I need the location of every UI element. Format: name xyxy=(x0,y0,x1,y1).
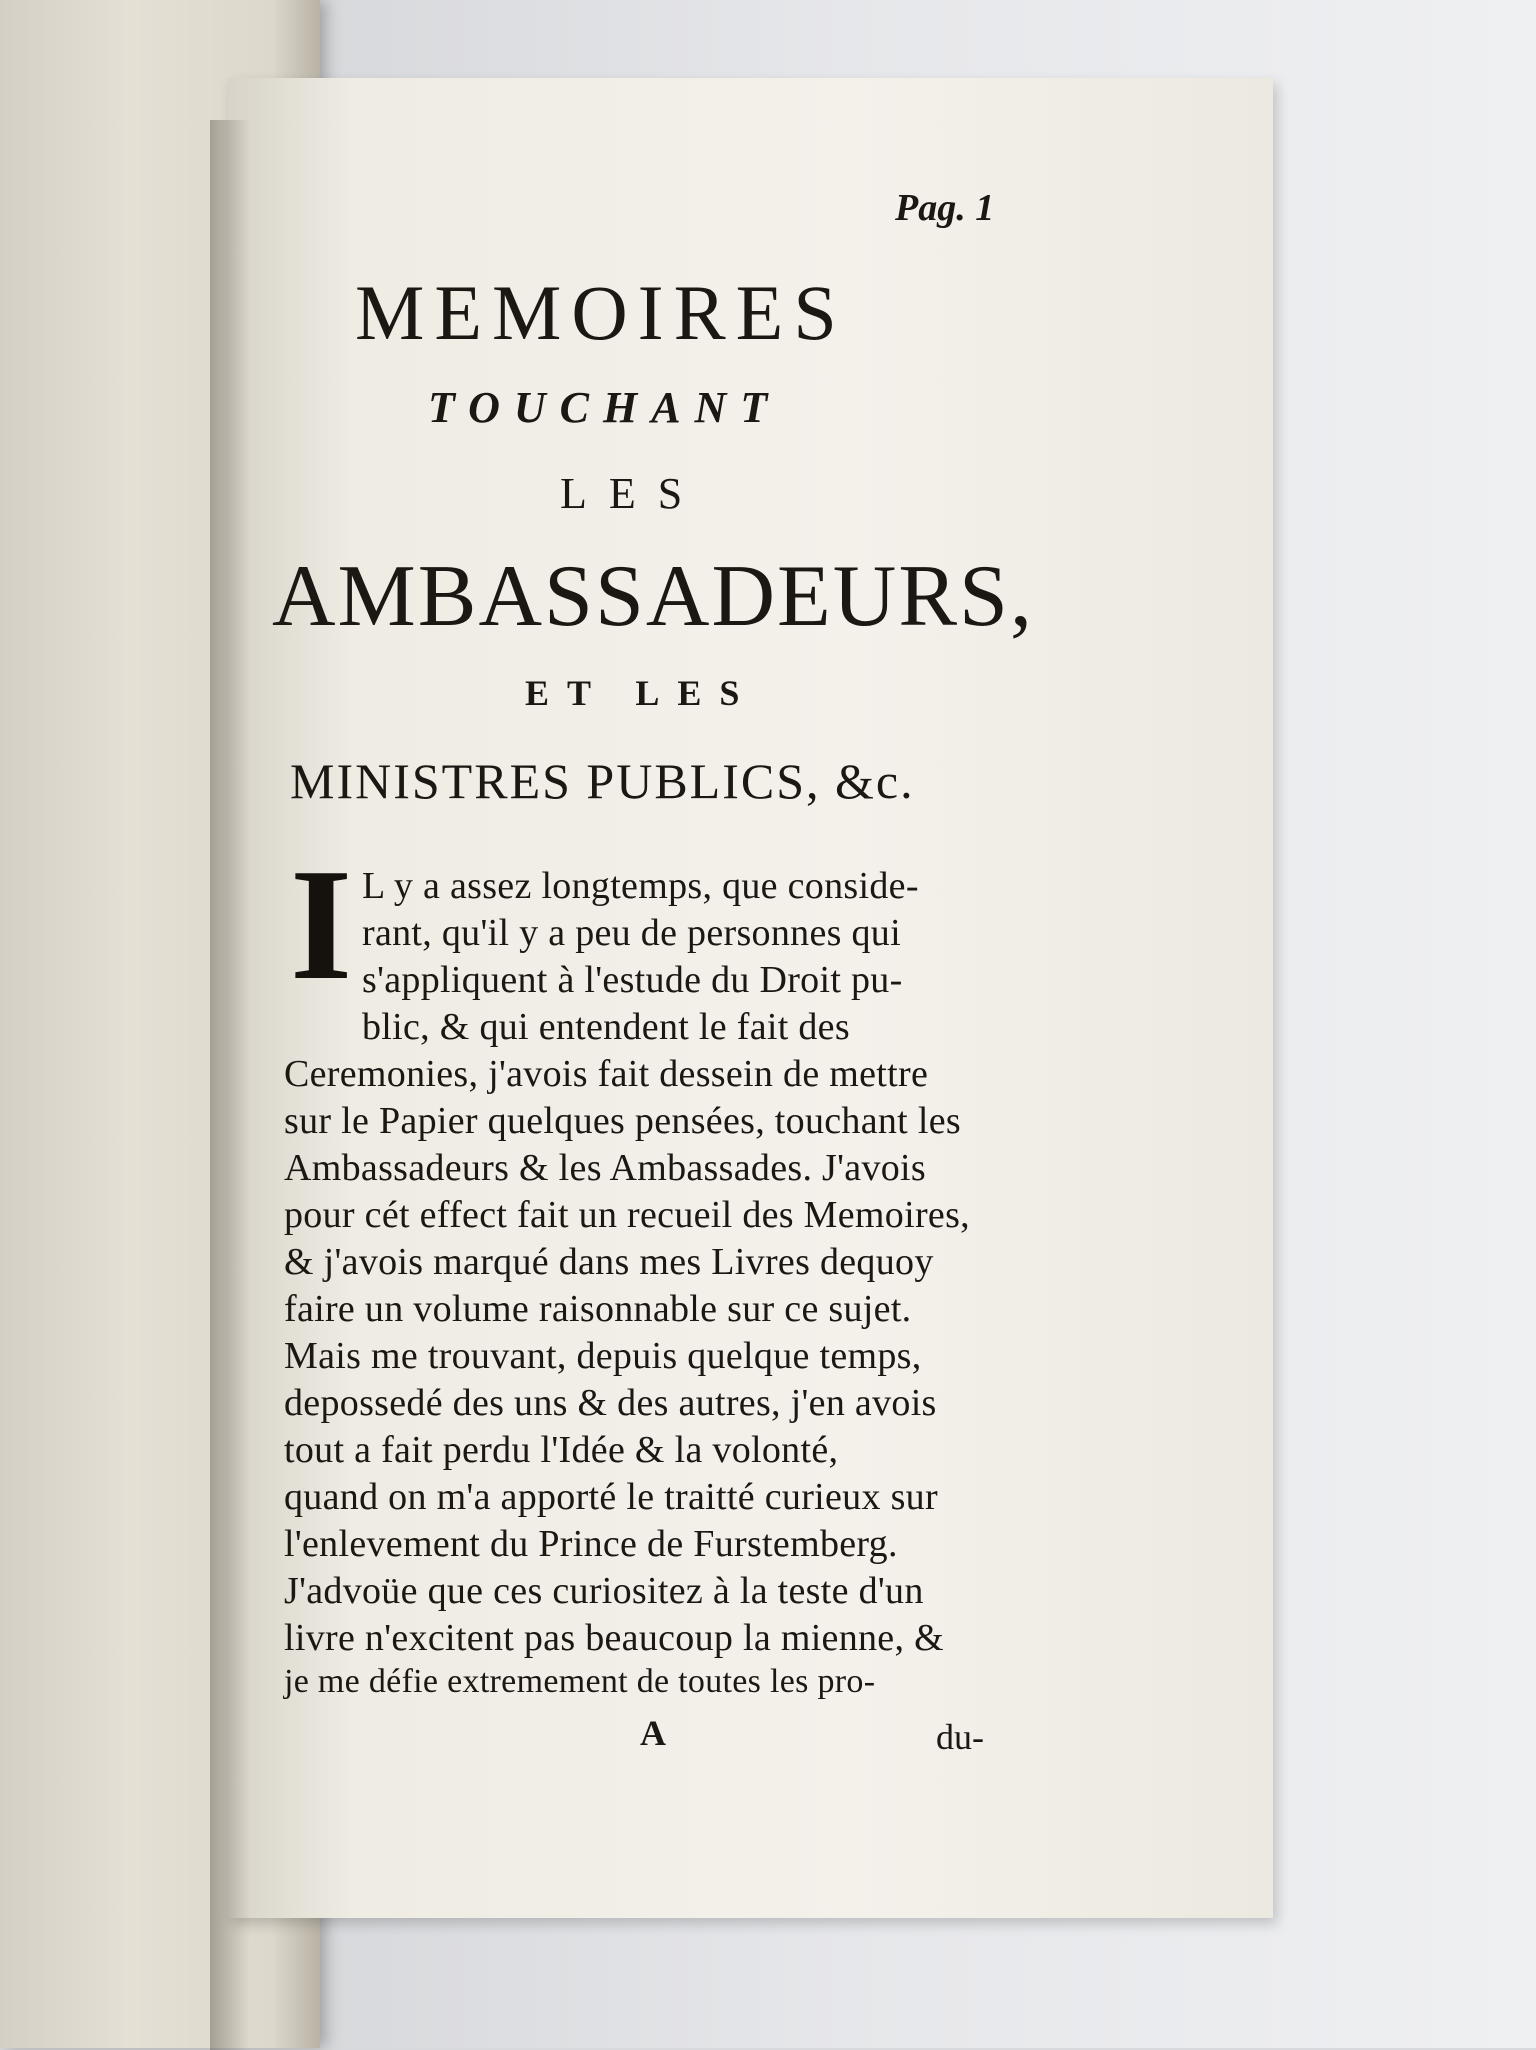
page-number: Pag. 1 xyxy=(895,187,995,229)
body-line: J'advoüe que ces curiositez à la teste d'un xyxy=(284,1570,924,1612)
body-line: tout a fait perdu l'Idée & la volonté, xyxy=(284,1429,839,1471)
title-et-les: ET LES xyxy=(525,673,758,713)
body-line: quand on m'a apporté le traitté curieux sur xyxy=(284,1476,938,1518)
body-line: Mais me trouvant, depuis quelque temps, xyxy=(284,1335,922,1377)
body-line: rant, qu'il y a peu de personnes qui xyxy=(362,912,901,954)
body-line: L y a assez longtemps, que conside- xyxy=(362,865,919,907)
gutter-shadow xyxy=(210,120,250,2050)
title-ambassadeurs: AMBASSADEURS, xyxy=(272,548,1034,645)
body-line: sur le Papier quelques pensées, touchant les xyxy=(284,1100,961,1142)
body-line: l'enlevement du Prince de Furstemberg. xyxy=(284,1523,898,1565)
body-line: faire un volume raisonnable sur ce sujet. xyxy=(284,1288,912,1330)
title-memoires: MEMOIRES xyxy=(355,269,847,356)
catchword: du- xyxy=(936,1717,984,1757)
body-line: blic, & qui entendent le fait des xyxy=(362,1006,850,1048)
title-les: LES xyxy=(560,469,705,518)
body-line: je me défie extremement de toutes les pro- xyxy=(284,1663,876,1700)
title-touchant: TOUCHANT xyxy=(428,383,782,432)
body-line: Ambassadeurs & les Ambassades. J'avois xyxy=(284,1147,926,1189)
body-line: & j'avois marqué dans mes Livres dequoy xyxy=(284,1241,934,1283)
body-line: s'appliquent à l'estude du Droit pu- xyxy=(362,959,903,1001)
body-line: Ceremonies, j'avois fait dessein de mettre xyxy=(284,1053,929,1095)
body-line: pour cét effect fait un recueil des Memoires, xyxy=(284,1194,970,1236)
signature-mark: A xyxy=(640,1713,666,1753)
title-ministres-publics: MINISTRES PUBLICS, &c. xyxy=(290,753,915,809)
body-line: livre n'excitent pas beaucoup la mienne, & xyxy=(284,1617,944,1659)
body-line: depossedé des uns & des autres, j'en avois xyxy=(284,1382,937,1424)
drop-capital: I xyxy=(290,835,353,1013)
